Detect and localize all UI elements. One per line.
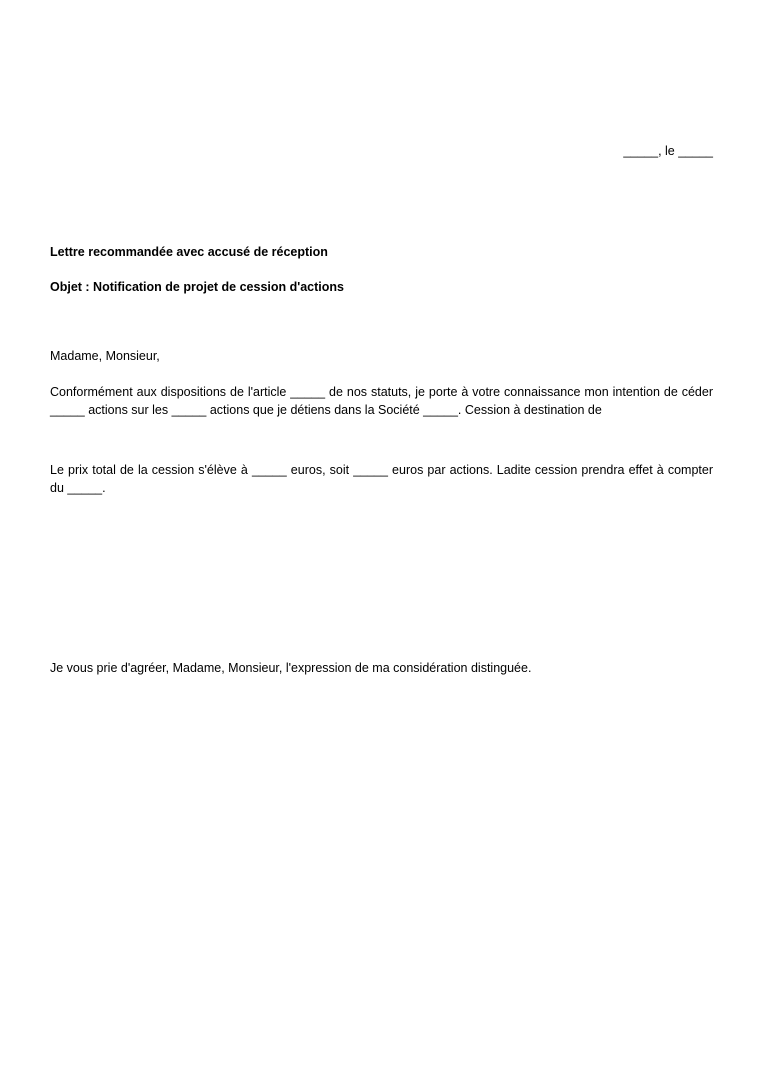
closing-formula: Je vous prie d'agréer, Madame, Monsieur, l'expression de ma considération distinguée. <box>50 661 532 675</box>
registered-mail-mention: Lettre recommandée avec accusé de réception <box>50 245 328 259</box>
body-paragraph-price: Le prix total de la cession s'élève à _____ euros, soit _____ euros par actions. Ladite cession prendra effet à compter du _____. <box>50 463 713 495</box>
salutation: Madame, Monsieur, <box>50 349 160 363</box>
subject-line: Objet : Notification de projet de cession d'actions <box>50 280 344 294</box>
body-paragraph-notification: Conformément aux dispositions de l'article _____ de nos statuts, je porte à votre connaissance mon intention de céder _____ actions sur les _____ actions que je détiens dans la Société _____. Cession à destination de <box>50 385 713 417</box>
place-date-line: _____, le _____ <box>623 144 713 158</box>
